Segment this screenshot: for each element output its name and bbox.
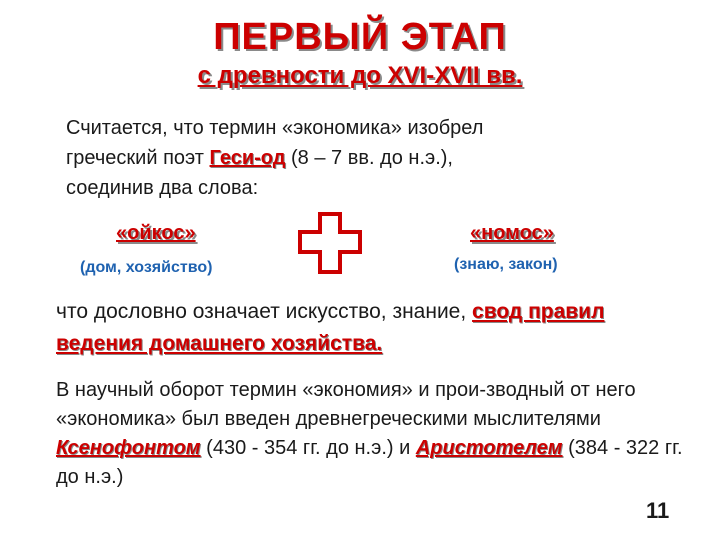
poet-name: Геси-од — [209, 147, 286, 169]
plus-icon — [298, 212, 362, 274]
intro-line-2-end: (8 – 7 вв. до н.э.), — [285, 147, 453, 169]
slide-subtitle: с древности до XVI-XVII вв. — [197, 62, 523, 89]
gloss-oikos: (дом, хозяйство) — [80, 259, 213, 276]
aristotle-name: Аристотелем — [415, 437, 563, 459]
meaning-paragraph — [56, 296, 676, 360]
history-text-1: В научный оборот термин «экономия» и прои-зводный от него «экономика» был введен древнегреческими мыслителями — [56, 379, 636, 430]
intro-line-3: соединив два слова: — [66, 177, 259, 199]
history-paragraph — [56, 376, 696, 492]
history-text-3: (384 - 322 гг. до н.э.) — [56, 437, 683, 488]
intro-paragraph — [66, 113, 666, 203]
word-nomos: «номос» — [470, 222, 554, 244]
meaning-highlight: свод правил ведения домашнего хозяйства. — [56, 300, 605, 355]
xenophon-name: Ксенофонтом — [56, 437, 201, 459]
slide-title: ПЕРВЫЙ ЭТАП — [213, 16, 507, 58]
page-number: 11 — [646, 498, 670, 523]
intro-line-1: Считается, что термин «экономика» изобрел — [66, 117, 484, 139]
history-text-2: (430 - 354 гг. до н.э.) и — [200, 437, 416, 459]
gloss-nomos: (знаю, закон) — [454, 256, 558, 273]
word-oikos: «ойкос» — [116, 222, 196, 244]
intro-line-2-start: греческий поэт — [66, 147, 210, 169]
meaning-text: что дословно означает искусство, знание, — [56, 300, 473, 323]
